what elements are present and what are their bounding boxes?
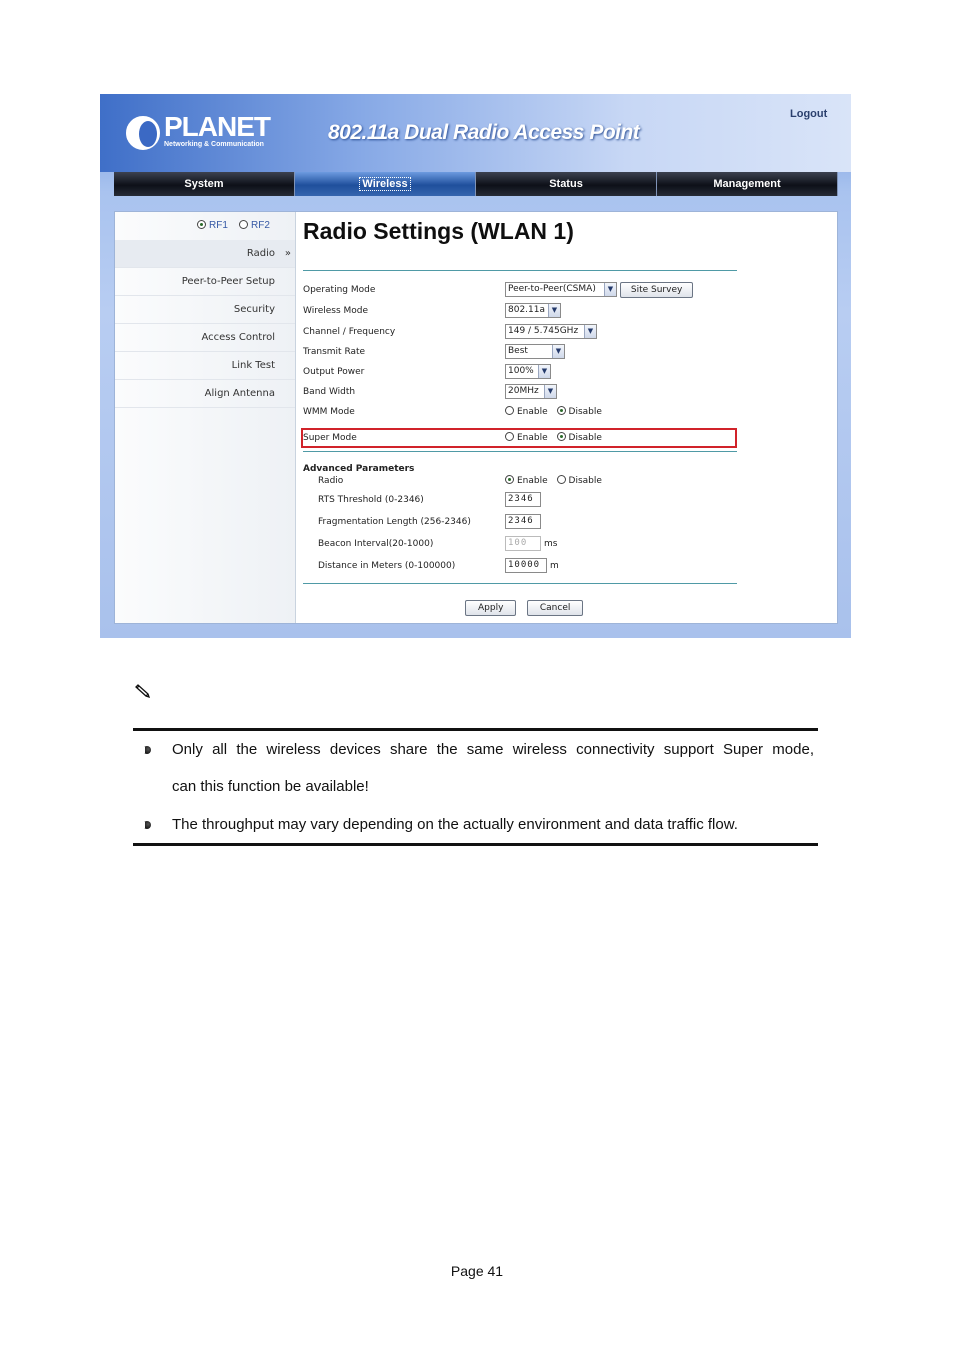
content-panel [114, 211, 838, 624]
rts-row: RTS Threshold (0-2346) 2346 [303, 492, 737, 508]
transmit-rate-select[interactable]: Best ▼ [505, 344, 565, 359]
page-title: Radio Settings (WLAN 1) [303, 218, 574, 244]
rf2-radio[interactable] [239, 220, 248, 229]
radio-row: Radio Enable Disable [318, 476, 602, 486]
super-disable-radio[interactable] [557, 432, 566, 441]
header-banner [100, 94, 851, 172]
chevron-down-icon: ▼ [604, 283, 616, 296]
divider [303, 451, 737, 452]
chevron-down-icon: ▼ [544, 385, 556, 398]
sidebar-item-align-antenna[interactable]: Align Antenna [115, 380, 295, 408]
product-title: 802.11a Dual Radio Access Point [328, 121, 640, 144]
wmm-mode-row: WMM Mode Enable Disable [303, 407, 602, 417]
radio-enable-radio[interactable] [505, 475, 514, 484]
sidebar-item-security[interactable]: Security [115, 296, 295, 324]
distance-input[interactable]: 10000 [505, 558, 547, 573]
bullet-icon [143, 821, 151, 829]
page-number: Page 41 [450, 1263, 504, 1279]
cancel-button[interactable]: Cancel [527, 600, 584, 616]
chevron-down-icon: ▼ [538, 365, 550, 378]
sidebar [115, 212, 296, 623]
logout-link[interactable]: Logout [790, 108, 828, 120]
rf1-label: RF1 [209, 220, 228, 231]
wmm-disable-radio[interactable] [557, 406, 566, 415]
brand-name: PLANET [164, 111, 270, 142]
rf1-radio[interactable] [197, 220, 206, 229]
bullet-icon [143, 746, 151, 754]
tab-status[interactable]: Status [476, 172, 657, 196]
output-power-row: Output Power 100% ▼ [303, 364, 737, 380]
wmm-enable-radio[interactable] [505, 406, 514, 415]
chevron-down-icon: ▼ [552, 345, 564, 358]
wireless-mode-row: Wireless Mode 802.11a ▼ [303, 303, 737, 319]
ui-screenshot [100, 94, 851, 638]
sidebar-item-access-control[interactable]: Access Control [115, 324, 295, 352]
sidebar-item-peer-to-peer[interactable]: Peer-to-Peer Setup [115, 268, 295, 296]
tab-management[interactable]: Management [657, 172, 838, 196]
note-line-1: Only all the wireless devices share the same wireless connectivity support Super mode, [172, 741, 814, 758]
planet-logo [126, 111, 270, 152]
pencil-icon [133, 684, 153, 700]
note-line-1-continued: can this function be available! [172, 778, 369, 795]
transmit-rate-row: Transmit Rate Best ▼ [303, 344, 737, 360]
beacon-row: Beacon Interval(20-1000) 100 ms [318, 538, 558, 549]
sidebar-item-radio[interactable]: Radio » [115, 240, 295, 268]
frag-row: Fragmentation Length (256-2346) 2346 [303, 514, 737, 530]
advanced-heading: Advanced Parameters [303, 464, 415, 474]
super-mode-row: Super Mode Enable Disable [303, 433, 602, 443]
form-actions [465, 600, 589, 618]
operating-mode-row: Operating Mode Peer-to-Peer(CSMA) ▼ Site Survey [303, 282, 737, 298]
note-top-rule [133, 728, 818, 731]
radio-disable-radio[interactable] [557, 475, 566, 484]
channel-row: Channel / Frequency 149 / 5.745GHz ▼ [303, 324, 737, 340]
rts-input[interactable]: 2346 [505, 492, 541, 507]
rf2-label: RF2 [251, 220, 270, 231]
site-survey-button[interactable]: Site Survey [620, 282, 693, 298]
main-nav [114, 172, 838, 196]
apply-button[interactable]: Apply [465, 600, 516, 616]
operating-mode-select[interactable]: Peer-to-Peer(CSMA) ▼ [505, 282, 617, 297]
output-power-select[interactable]: 100% ▼ [505, 364, 551, 379]
divider [303, 583, 737, 584]
beacon-input[interactable]: 100 [505, 536, 541, 551]
planet-logo-icon [126, 116, 160, 150]
chevron-down-icon: ▼ [584, 325, 596, 338]
double-chevron-icon: » [284, 248, 291, 259]
wireless-mode-select[interactable]: 802.11a ▼ [505, 303, 561, 318]
frag-input[interactable]: 2346 [505, 514, 541, 529]
radio-settings-form [303, 212, 833, 623]
rf-selector [197, 220, 270, 231]
divider [303, 270, 737, 271]
sidebar-item-link-test[interactable]: Link Test [115, 352, 295, 380]
brand-tagline: Networking & Communication [164, 141, 264, 148]
band-width-row: Band Width 20MHz ▼ [303, 384, 737, 400]
note-line-2: The throughput may vary depending on the actually environment and data traffic flow. [172, 816, 738, 833]
distance-row: Distance in Meters (0-100000) 10000 m [318, 560, 559, 571]
super-enable-radio[interactable] [505, 432, 514, 441]
note-bottom-rule [133, 843, 818, 846]
channel-select[interactable]: 149 / 5.745GHz ▼ [505, 324, 597, 339]
tab-system[interactable]: System [114, 172, 295, 196]
tab-wireless[interactable]: Wireless [295, 172, 476, 196]
band-width-select[interactable]: 20MHz ▼ [505, 384, 557, 399]
chevron-down-icon: ▼ [548, 304, 560, 317]
